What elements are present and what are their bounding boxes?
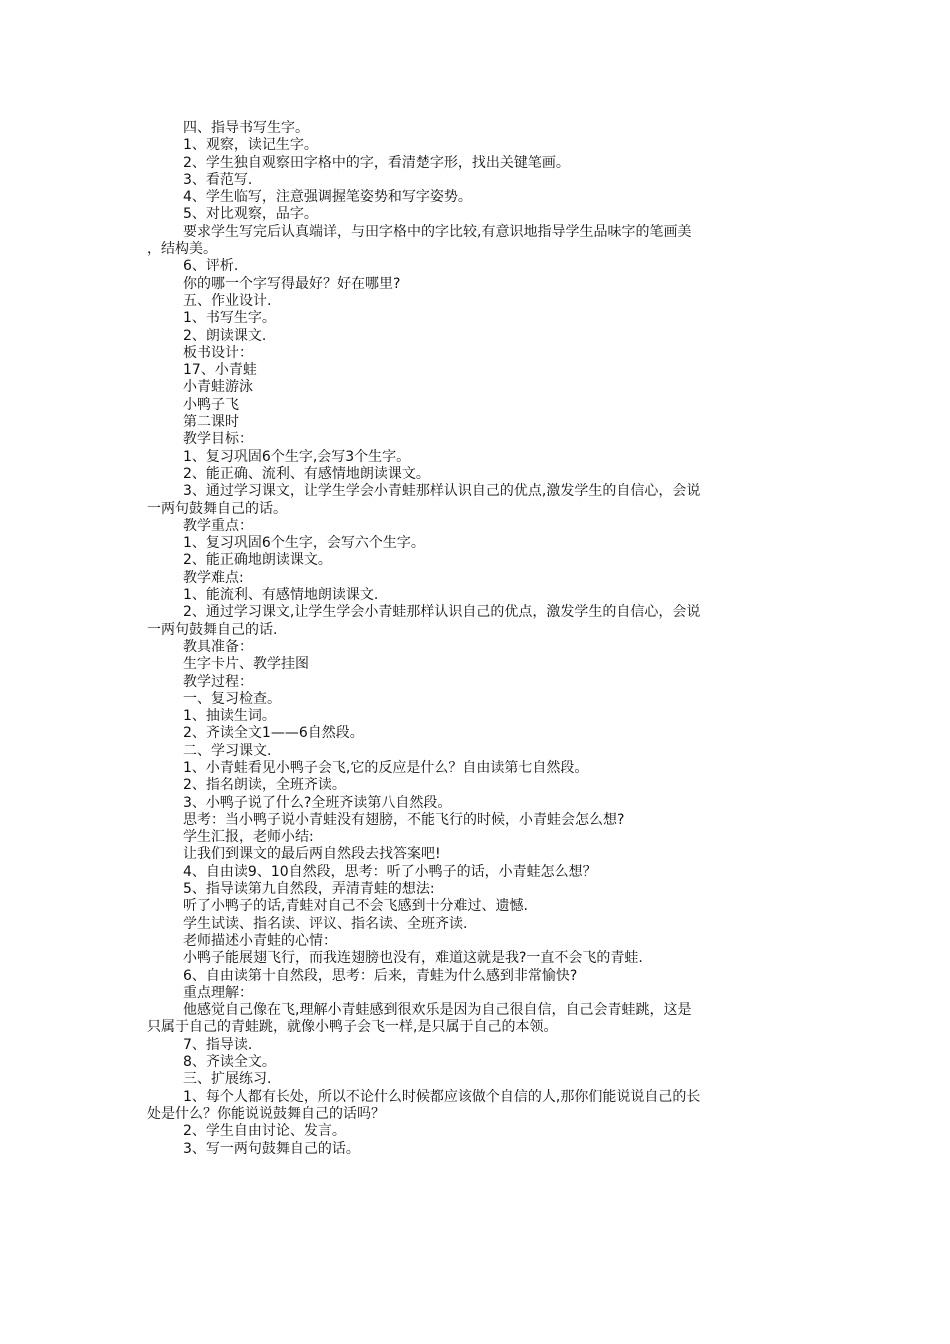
- text-line: 一、复习检查。: [183, 690, 281, 707]
- text-line: 8、齐读全文。: [183, 1054, 276, 1071]
- text-line: 学生试读、指名读、评议、指名读、全班齐读.: [183, 915, 468, 932]
- text-line: 学生汇报，老师小结:: [183, 829, 314, 846]
- text-line: 一两句鼓舞自己的话。: [147, 500, 287, 517]
- text-line: 4、自由读9、10自然段，思考：听了小鸭子的话，小青蛙怎么想？: [183, 863, 597, 880]
- text-line: 1、每个人都有长处，所以不论什么时候都应该做个自信的人,那你们能说说自己的长: [183, 1088, 701, 1105]
- text-line: 二、学习课文.: [183, 742, 272, 759]
- text-line: 教学目标：: [183, 431, 253, 448]
- text-line: 4、学生临写，注意强调握笔姿势和写字姿势。: [183, 189, 472, 206]
- text-line: 一两句鼓舞自己的话.: [147, 621, 278, 638]
- text-line: 2、学生自由讨论、发言。: [183, 1123, 346, 1140]
- text-line: 7、指导读.: [183, 1036, 253, 1053]
- text-line: 教学难点:: [183, 569, 244, 586]
- text-line: 2、能正确地朗读课文。: [183, 552, 332, 569]
- text-line: 四、指导书写生字。: [183, 120, 309, 136]
- text-line: 1、书写生字。: [183, 310, 276, 327]
- text-line: ，结构美。: [147, 241, 217, 258]
- text-line: 6、评析.: [183, 258, 239, 275]
- text-line: 小鸭子能展翅飞行，而我连翅膀也没有，难道这就是我?一直不会飞的青蛙.: [183, 950, 643, 967]
- text-line: 让我们到课文的最后两自然段去找答案吧!: [183, 846, 441, 863]
- text-line: 你的哪一个字写得最好？好在哪里?: [183, 275, 401, 292]
- text-line: 教具准备：: [183, 638, 253, 655]
- text-line: 五、作业设计.: [183, 292, 272, 309]
- text-line: 5、指导读第九自然段，弄清青蛙的想法:: [183, 881, 435, 898]
- text-line: 教学重点：: [183, 517, 253, 534]
- text-line: 2、朗读课文.: [183, 327, 267, 344]
- text-line: 他感觉自己像在飞,理解小青蛙感到很欢乐是因为自己很自信，自己会青蛙跳，这是: [183, 1002, 692, 1019]
- text-line: 只属于自己的青蛙跳，就像小鸭子会飞一样,是只属于自己的本领。: [147, 1019, 558, 1036]
- text-line: 3、看范写.: [183, 171, 253, 188]
- text-line: 1、小青蛙看见小鸭子会飞,它的反应是什么？自由读第七自然段。: [183, 759, 589, 776]
- text-line: 2、通过学习课文,让学生学会小青蛙那样认识自己的优点，激发学生的自信心，会说: [183, 604, 701, 621]
- text-line: 3、写一两句鼓舞自己的话。: [183, 1140, 360, 1157]
- text-line: 2、指名朗读，全班齐读。: [183, 777, 346, 794]
- text-line: 1、复习巩固6个生字，会写六个生字。: [183, 535, 425, 552]
- text-line: 第二课时: [183, 414, 239, 431]
- text-line: 三、扩展练习.: [183, 1071, 272, 1088]
- text-line: 小鸭子飞: [183, 396, 239, 413]
- text-line: 教学过程：: [183, 673, 253, 690]
- text-line: 老师描述小青蛙的心情：: [183, 932, 337, 949]
- text-line: 处是什么？你能说说鼓舞自己的话吗？: [147, 1105, 385, 1122]
- text-line: 1、能流利、有感情地朗读课文.: [183, 587, 379, 604]
- text-line: 生字卡片、教学挂图: [183, 656, 309, 673]
- text-line: 思考：当小鸭子说小青蛙没有翅膀，不能飞行的时候，小青蛙会怎么想?: [183, 811, 625, 828]
- text-line: 3、小鸭子说了什么?全班齐读第八自然段。: [183, 794, 452, 811]
- text-line: 1、观察，读记生字。: [183, 137, 318, 154]
- text-line: 2、学生独自观察田字格中的字，看清楚字形，找出关键笔画。: [183, 154, 570, 171]
- text-line: 板书设计：: [183, 344, 253, 361]
- text-line: 重点理解：: [183, 984, 253, 1001]
- text-line: 2、能正确、流利、有感情地朗读课文。: [183, 465, 430, 482]
- text-line: 要求学生写完后认真端详，与田字格中的字比较,有意识地指导学生品味字的笔画美: [183, 223, 692, 240]
- text-line: 听了小鸭子的话,青蛙对自己不会飞感到十分难过、遗憾.: [183, 898, 528, 915]
- text-line: 2、齐读全文1——6自然段。: [183, 725, 364, 742]
- text-line: 小青蛙游泳: [183, 379, 253, 396]
- text-line: 1、抽读生词。: [183, 708, 276, 725]
- document-body: [147, 120, 802, 1158]
- text-line: 1、复习巩固6个生字,会写3个生字。: [183, 448, 411, 465]
- text-line: 5、对比观察，品字。: [183, 206, 318, 223]
- text-line: 17、小青蛙: [183, 362, 257, 379]
- text-line: 3、通过学习课文，让学生学会小青蛙那样认识自己的优点,激发学生的自信心，会说: [183, 483, 701, 500]
- text-line: 6、自由读第十自然段，思考：后来，青蛙为什么感到非常愉快?: [183, 967, 578, 984]
